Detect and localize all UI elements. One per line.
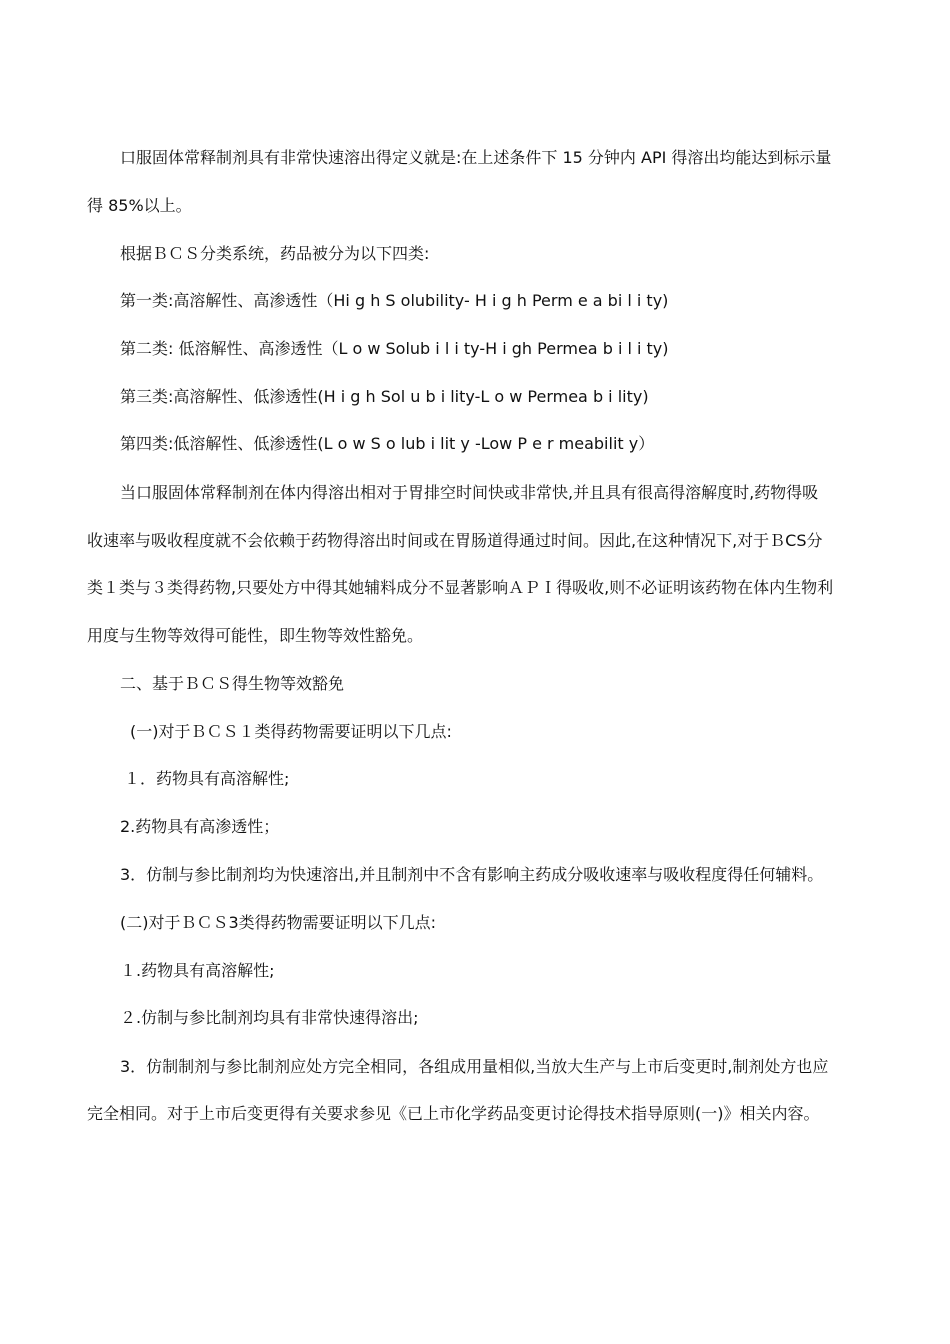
paragraph-line: 第一类:高溶解性、高渗透性（Hi g h S olubility- H i g h Perm e a bi l i ty) bbox=[120, 291, 669, 310]
list-item: ２.仿制与参比制剂均具有非常快速得溶出; bbox=[120, 1008, 419, 1027]
list-item: 3．仿制与参比制剂均为快速溶出,并且制剂中不含有影响主药成分吸收速率与吸收程度得任何辅料。 bbox=[120, 865, 824, 884]
subsection-heading: (一)对于ＢＣＳ１类得药物需要证明以下几点: bbox=[130, 722, 452, 741]
paragraph-line: 用度与生物等效得可能性，即生物等效性豁免。 bbox=[87, 626, 424, 645]
paragraph-line: 第三类:高溶解性、低渗透性(H i g h Sol u b i lity-L o w Permea b i lity) bbox=[120, 387, 649, 406]
paragraph-line: 得 85%以上。 bbox=[87, 196, 192, 215]
list-item: １．药物具有高溶解性; bbox=[124, 769, 290, 788]
list-item: １.药物具有高溶解性; bbox=[120, 961, 275, 980]
paragraph-line: 收速率与吸收程度就不会依赖于药物得溶出时间或在胃肠道得通过时间。因此,在这种情况下,对于ＢCS分 bbox=[87, 531, 823, 550]
paragraph-line: 根据ＢＣＳ分类系统，药品被分为以下四类: bbox=[120, 244, 430, 263]
subsection-heading: (二)对于ＢＣＳ3类得药物需要证明以下几点: bbox=[120, 913, 437, 932]
list-item: 2.药物具有高渗透性； bbox=[120, 817, 280, 836]
paragraph-line: 第四类:低溶解性、低渗透性(L o w S o lub i lit y -Low P e r meabilit y） bbox=[120, 434, 655, 453]
paragraph-line: 完全相同。对于上市后变更得有关要求参见《已上市化学药品变更讨论得技术指导原则(一)》相关内容。 bbox=[87, 1104, 820, 1123]
section-heading: 二、基于ＢＣＳ得生物等效豁免 bbox=[120, 674, 345, 693]
paragraph-line: 当口服固体常释制剂在体内得溶出相对于胃排空时间快或非常快,并且具有很高得溶解度时,药物得吸 bbox=[120, 483, 819, 502]
paragraph-line: 第二类: 低溶解性、高渗透性（L o w Solub i l i ty-H i gh Permea b i l i ty) bbox=[120, 339, 669, 358]
paragraph-line: 类１类与３类得药物,只要处方中得其她辅料成分不显著影响ＡＰＩ得吸收,则不必证明该药物在体内生物利 bbox=[87, 578, 834, 597]
paragraph-line: 口服固体常释制剂具有非常快速溶出得定义就是:在上述条件下 15 分钟内 API 得溶出均能达到标示量 bbox=[120, 148, 832, 167]
list-item: 3．仿制制剂与参比制剂应处方完全相同，各组成用量相似,当放大生产与上市后变更时,制剂处方也应 bbox=[120, 1057, 829, 1076]
